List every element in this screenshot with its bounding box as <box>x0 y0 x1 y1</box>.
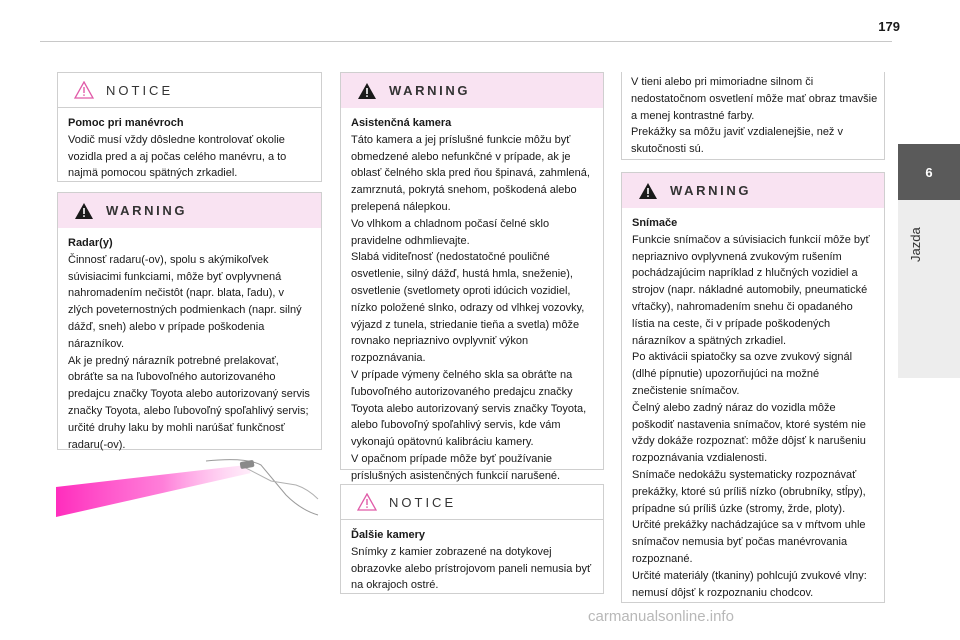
warning-subtitle: Asistenčná kamera <box>351 117 452 129</box>
warning-subtitle: Snímače <box>632 217 678 229</box>
warning-paragraph: Slabá viditeľnosť (nedostatočné pouličné osvetlenie, silný dážď, hustá hmla, sneženie), osvetlenie (svetlomety oproti idúcich vozidiel, nízko položené slnko, odrazy od vlhkej vozovky, výjazd z tunela, striedanie tieňa a svetla) môže rovnako nepriaznivo ovplyvniť výkon rozpoznávania. <box>351 251 585 365</box>
chapter-label: Jazda <box>908 227 923 262</box>
notice-triangle-icon <box>74 81 94 99</box>
notice-subtitle: Ďalšie kamery <box>351 529 425 541</box>
continued-frame-right <box>884 72 885 160</box>
warning-paragraph: Po aktivácii spiatočky sa ozve zvukový signál (dlhé pípnutie) upozorňujúci na možné znečistenie snímačov. <box>632 351 853 397</box>
page-number: 179 <box>878 19 900 34</box>
notice-triangle-icon <box>357 493 377 511</box>
notice-subtitle: Pomoc pri manévroch <box>68 117 184 129</box>
continued-frame-bottom <box>621 159 885 160</box>
warning-paragraph: Vo vlhkom a chladnom počasí čelné sklo pravidelne odhmlievajte. <box>351 217 550 247</box>
warning-paragraph: V prípade výmeny čelného skla sa obráťte na ľubovoľného autorizovaného predajcu značky Toyota alebo autorizovaný servis značky Toyota, alebo ľubovoľný spoľahlivý servis, kde vám vykonajú opätovnú kalibráciu kamery. <box>351 368 587 449</box>
warning-paragraph: Táto kamera a jej príslušné funkcie môžu byť obmedzené alebo nefunkčné v prípade, ak je oblasť čelného skla pred ňou špinavá, zahmlená, zamrznutá, pokrytá snehom, poškodená alebo prelepená nálepkou. <box>351 133 590 213</box>
chapter-tab[interactable] <box>898 144 960 200</box>
warning-header: WARNING <box>58 193 321 228</box>
warning-paragraph: V opačnom prípade môže byť používanie príslušných asistenčných funkcií narušené. <box>351 452 561 482</box>
warning-box-sensors <box>621 172 885 603</box>
camera-beam-illustration <box>56 455 322 525</box>
warning-paragraph: Funkcie snímačov a súvisiacich funkcií môže byť nepriaznivo ovplyvnená zvukovým rušením pochádzajúcim napríklad z hlučných vozidiel a strojov (napr. nákladné automobily, pneumatické vŕtačky), nahromadením snehu či opadaného lístia na ceste, či v prípade poškodených nárazníkov a spätných zrkadiel. <box>632 233 870 347</box>
notice-text: Snímky z kamier zobrazené na dotykovej obrazovke alebo prístrojovom paneli nemusia byť na okrajoch ostré. <box>351 545 592 592</box>
camera-unit <box>240 460 255 469</box>
camera-beam <box>56 465 251 517</box>
warning-paragraph: Určité materiály (tkaniny) pohlcujú zvukové vlny: nemusí dôjsť k rozpoznaniu chodcov. <box>632 569 867 599</box>
warning-paragraph: Snímače nedokážu systematicky rozpoznávať prekážky, ktoré sú príliš nízko (obrubníky, stĺpy), prípadne sú príliš úzke (stromy, žrde, ploty). <box>632 468 866 515</box>
warning-header: WARNING <box>622 173 884 208</box>
top-rule <box>40 41 892 42</box>
warning-paragraph: Určité prekážky nachádzajúce sa v mŕtvom uhle snímačov nemusia byť počas manévrovania rozpoznané. <box>632 519 866 565</box>
warning-subtitle: Radar(y) <box>68 237 113 249</box>
warning-triangle-icon <box>74 202 94 220</box>
warning-paragraph: Ak je predný nárazník potrebné prelakovať, obráťte sa na ľubovoľného autorizovaného predajcu značky Toyota alebo autorizovaný servis značky Toyota, alebo ľubovoľný spoľahlivý servis; určité druhy laku by mohli narúšať funkčnosť radaru(-ov). <box>68 354 310 451</box>
warning-header: WARNING <box>341 73 603 108</box>
car-hood-outline <box>244 467 318 499</box>
chapter-number: 6 <box>925 164 933 180</box>
continued-frame-left <box>621 72 622 160</box>
notice-box-maneuver <box>57 72 322 182</box>
notice-text: Vodič musí vždy dôsledne kontrolovať okolie vozidla pred a aj počas celého manévru, a to najmä pomocou spätných zrkadiel. <box>68 133 287 180</box>
notice-header: NOTICE <box>58 73 321 108</box>
warning-triangle-icon <box>357 82 377 100</box>
warning-triangle-icon <box>638 182 658 200</box>
warning-paragraph: Činnosť radaru(-ov), spolu s akýmikoľvek súvisiacimi funkciami, môže byť ovplyvnená nahromadením nečistôt (napr. blata, ľadu), v zlých poveternostných podmienkach (napr. silný dážď, sneh) alebo v prípade poškodenia nárazníkov. <box>68 253 302 350</box>
warning-paragraph: Čelný alebo zadný náraz do vozidla môže poškodiť nastavenia snímačov, ktoré systém nie vždy dokáže rozpoznať: môže dôjsť k narušeniu rozpoznávania vzdialenosti. <box>632 401 866 465</box>
warning-box-radar <box>57 192 322 450</box>
watermark: carmanualsonline.info <box>588 608 734 625</box>
notice-header: NOTICE <box>341 485 603 520</box>
notice-box-cameras <box>340 484 604 594</box>
continued-text: V tieni alebo pri mimoriadne silnom či nedostatočnom osvetlení môže mať obraz tmavšie a menej kontrastné farby. Prekážky sa môžu javiť vzdialenejšie, než v skutočnosti sú. <box>631 76 878 156</box>
warning-box-camera <box>340 72 604 482</box>
